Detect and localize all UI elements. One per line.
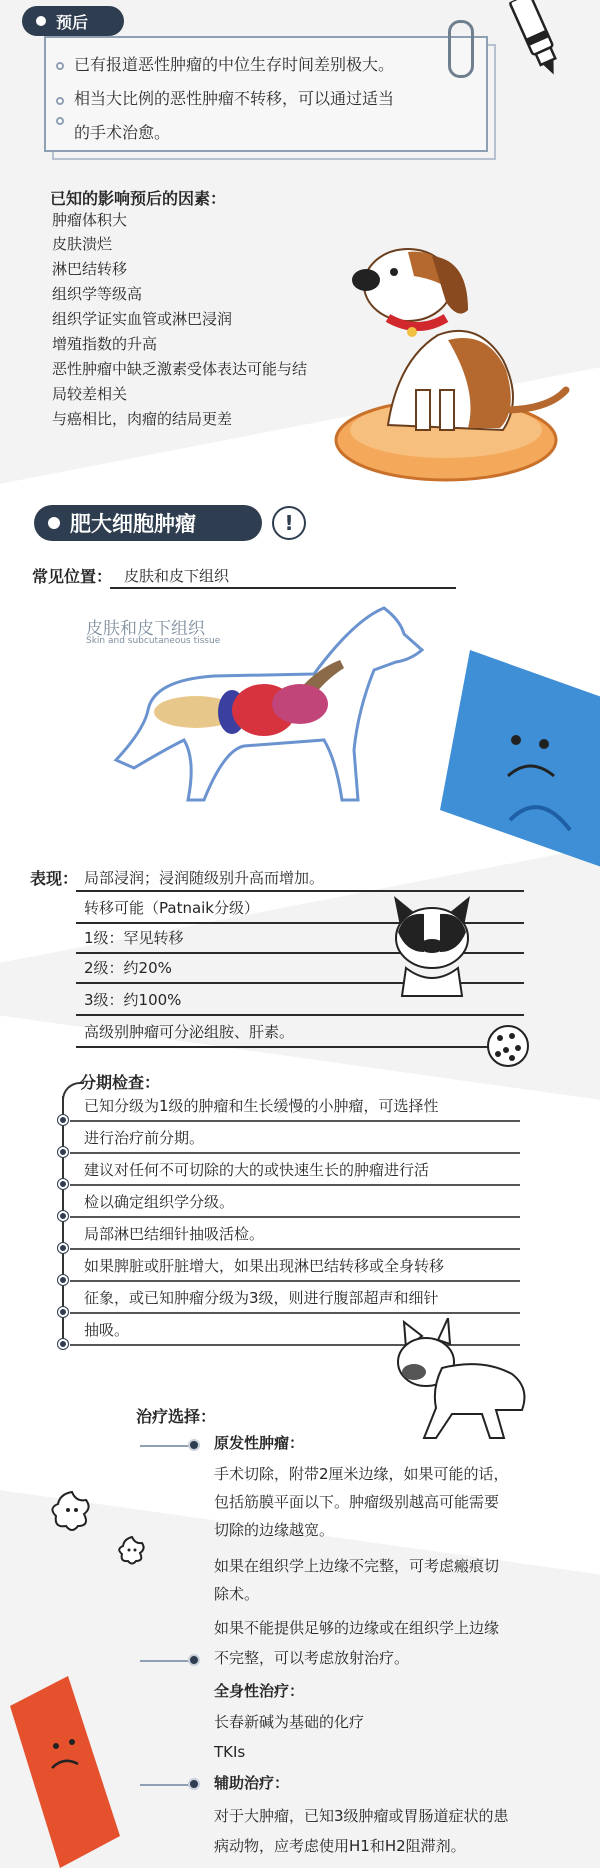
- systemic-title: 全身性治疗：: [214, 1682, 305, 1700]
- bullet-dot: [36, 16, 46, 26]
- section-title-badge: [34, 505, 262, 541]
- ball-icon: [486, 1024, 530, 1068]
- french-bulldog-illustration: [392, 1318, 542, 1448]
- prognosis-intro-line: 的手术治愈。: [74, 123, 171, 142]
- primary-line: 包括筋膜平面以下。肿瘤级别越高可能需要: [214, 1493, 500, 1511]
- row-divider: [70, 1120, 520, 1122]
- prognosis-badge-label: 预后: [56, 12, 89, 32]
- timeline-dot: [188, 1778, 200, 1790]
- metastasis-row: 转移可能（Patnaik分级）: [84, 899, 259, 917]
- connector-line: [140, 1784, 192, 1786]
- staging-line: 进行治疗前分期。: [84, 1129, 205, 1147]
- adjuvant-title: 辅助治疗：: [214, 1774, 290, 1792]
- row-divider: [76, 1046, 524, 1048]
- staging-line: 检以确定组织学分级。: [84, 1193, 235, 1211]
- primary-title: 原发性肿瘤：: [214, 1434, 305, 1452]
- row-divider: [70, 1312, 520, 1314]
- section-title: 肥大细胞肿瘤: [70, 512, 196, 536]
- bullet-dot: [56, 117, 64, 125]
- dog-anatomy-diagram: [104, 600, 434, 820]
- timeline-dot: [58, 1211, 68, 1221]
- factor-item: 组织学等级高: [52, 285, 143, 303]
- factor-item: 皮肤溃烂: [52, 235, 113, 253]
- staging-line: 抽吸。: [84, 1321, 130, 1339]
- factor-item: 恶性肿瘤中缺乏激素受体表达可能与结: [52, 360, 308, 378]
- timeline-dot: [58, 1339, 68, 1349]
- primary-line: 如果不能提供足够的边缘或在组织学上边缘: [214, 1619, 500, 1637]
- timeline-dot: [188, 1654, 200, 1666]
- primary-line: 切除的边缘越宽。: [214, 1521, 335, 1539]
- timeline-dot: [58, 1243, 68, 1253]
- row-divider: [76, 1014, 524, 1016]
- timeline-dot: [58, 1275, 68, 1285]
- metastasis-row: 1级：罕见转移: [84, 929, 184, 947]
- staging-line: 如果脾脏或肝脏增大，如果出现淋巴结转移或全身转移: [84, 1257, 445, 1275]
- primary-line: 如果在组织学上边缘不完整，可考虑瘢痕切: [214, 1557, 500, 1575]
- factor-item: 肿瘤体积大: [52, 211, 128, 229]
- presentation-value: 局部浸润；浸润随级别升高而增加。: [84, 869, 325, 887]
- bullet-dot: [56, 62, 64, 70]
- row-divider: [70, 1216, 520, 1218]
- french-bulldog-illustration: [380, 892, 484, 1002]
- star-icon: [46, 1488, 98, 1536]
- primary-line: 除术。: [214, 1585, 260, 1603]
- location-label: 常见位置：: [32, 567, 113, 586]
- timeline-dot: [58, 1115, 68, 1125]
- prognosis-intro-line: 已有报道恶性肿瘤的中位生存时间差别极大。: [74, 55, 395, 74]
- factor-item: 与癌相比，肉瘤的结局更差: [52, 410, 233, 428]
- factor-item: 淋巴结转移: [52, 260, 128, 278]
- staging-line: 征象，或已知肿瘤分级为3级，则进行腹部超声和细针: [84, 1289, 439, 1307]
- staging-line: 建议对任何不可切除的大的或快速生长的肿瘤进行活: [84, 1161, 430, 1179]
- factors-title: 已知的影响预后的因素：: [50, 189, 227, 208]
- factor-item: 组织学证实血管或淋巴浸润: [52, 310, 233, 328]
- row-divider: [70, 1248, 520, 1250]
- staging-line: 局部淋巴结细针抽吸活检。: [84, 1225, 265, 1243]
- location-value: 皮肤和皮下组织: [124, 567, 230, 585]
- diagram-title: 皮肤和皮下组织: [86, 619, 205, 639]
- connector-line: [140, 1445, 192, 1447]
- presentation-label: 表现：: [30, 869, 79, 888]
- staging-title: 分期检查：: [80, 1073, 161, 1092]
- diagram-subtitle: Skin and subcutaneous tissue: [86, 636, 221, 646]
- row-divider: [70, 1184, 520, 1186]
- systemic-line: 长春新碱为基础的化疗: [214, 1713, 365, 1731]
- paperclip-icon: [448, 20, 474, 78]
- primary-line: 不完整，可以考虑放射治疗。: [214, 1649, 410, 1667]
- factor-item: 局较差相关: [52, 385, 128, 403]
- row-divider: [70, 1280, 520, 1282]
- systemic-line: TKIs: [214, 1743, 246, 1761]
- factor-item: 增殖指数的升高: [52, 335, 158, 353]
- prognosis-intro-line: 相当大比例的恶性肿瘤不转移，可以通过适当: [74, 89, 395, 108]
- sad-face-tag-icon: [0, 1676, 120, 1868]
- treatment-title: 治疗选择：: [136, 1407, 217, 1426]
- star-icon: [114, 1534, 150, 1568]
- metastasis-row: 2级：约20%: [84, 959, 172, 977]
- timeline-dot: [188, 1439, 200, 1451]
- primary-line: 手术切除，附带2厘米边缘，如果可能的话，: [214, 1465, 509, 1483]
- bullet-dot: [56, 97, 64, 105]
- warning-icon: !: [272, 506, 306, 540]
- bullet-dot: [48, 517, 60, 529]
- adjuvant-line: 病动物，应考虑使用H1和H2阻滞剂。: [214, 1837, 466, 1855]
- prognosis-badge: [22, 6, 124, 36]
- pen-icon: [504, 0, 570, 83]
- dog-on-cushion-illustration: [328, 240, 578, 490]
- row-divider: [70, 1152, 520, 1154]
- timeline-dot: [58, 1307, 68, 1317]
- metastasis-row: 3级：约100%: [84, 991, 182, 1009]
- staging-line: 已知分级为1级的肿瘤和生长缓慢的小肿瘤，可选择性: [84, 1097, 439, 1115]
- underline: [110, 587, 456, 589]
- connector-line: [140, 1660, 192, 1662]
- timeline-dot: [58, 1147, 68, 1157]
- sad-face-square-icon: [440, 640, 600, 870]
- adjuvant-line: 对于大肿瘤，已知3级肿瘤或胃肠道症状的患: [214, 1807, 509, 1825]
- timeline-dot: [58, 1179, 68, 1189]
- metastasis-row: 高级别肿瘤可分泌组胺、肝素。: [84, 1023, 295, 1041]
